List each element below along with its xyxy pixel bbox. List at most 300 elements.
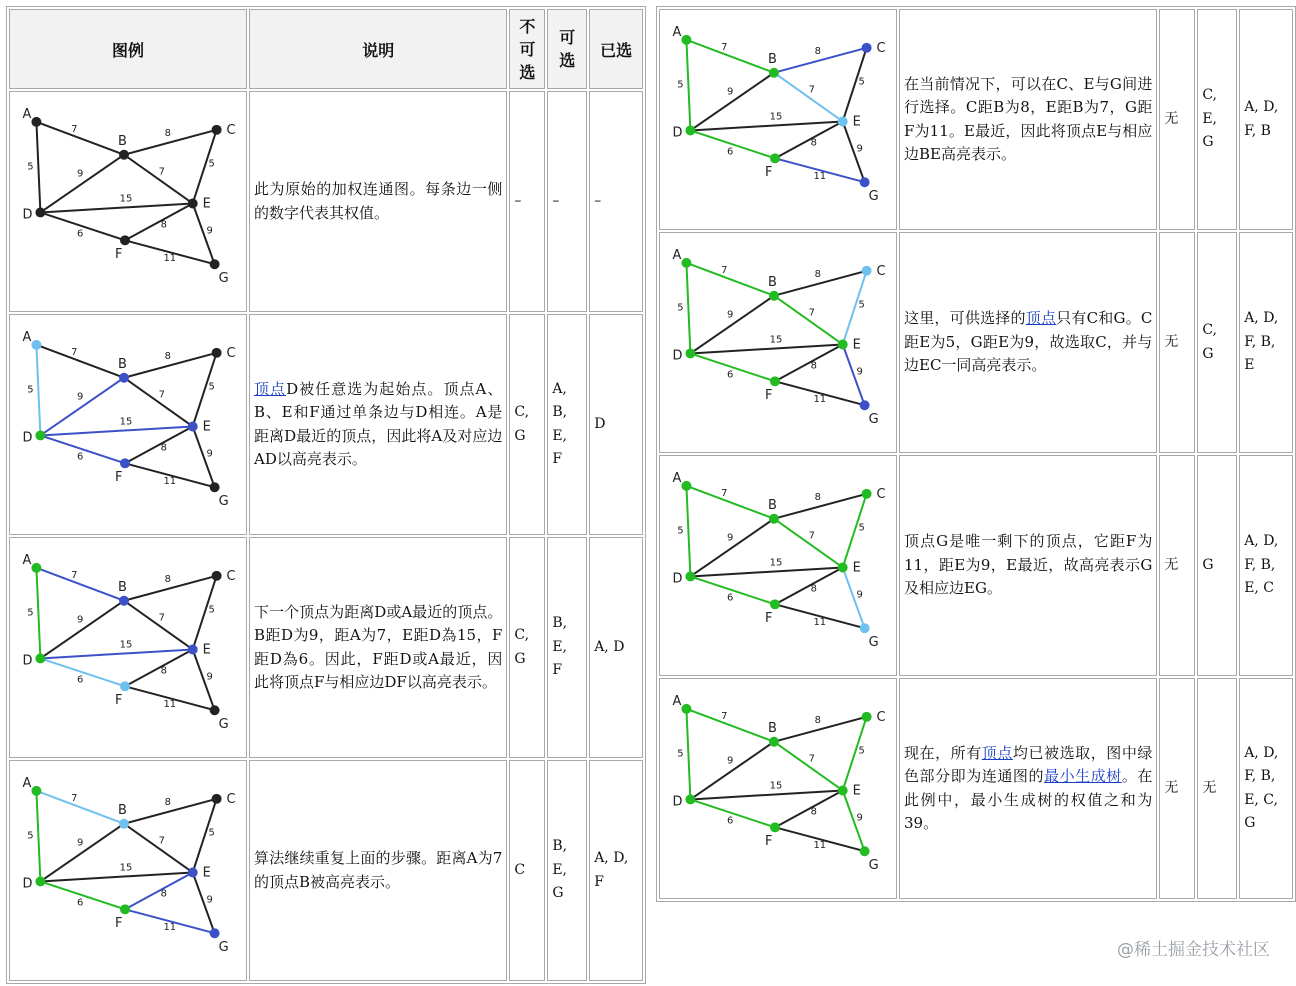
vertex-a (31, 117, 41, 127)
vertex-g (860, 846, 870, 856)
selectable-vertices-line: E, (1202, 110, 1217, 127)
graph-figure-2 (10, 315, 246, 534)
header-unselectable-text: 不可选 (519, 16, 536, 82)
selectable-vertices-line: B, (552, 404, 568, 420)
step-description (249, 91, 507, 312)
unselectable-vertices (1159, 232, 1195, 453)
edge-weight-be: 7 (158, 612, 166, 624)
selectable-vertices-line: C, (1202, 322, 1217, 338)
vertex-b (769, 737, 779, 747)
vertex-label-e: E (202, 196, 211, 212)
step-row-5 (659, 9, 1293, 230)
unselectable-vertices (1159, 455, 1195, 676)
edge-be (774, 73, 843, 122)
edge-ef (125, 872, 193, 909)
edge-weight-be: 7 (158, 835, 166, 847)
edge-weight-bc: 8 (814, 45, 821, 57)
edge-de (40, 649, 192, 658)
edge-ab (686, 486, 774, 519)
edge-weight-fg: 11 (163, 476, 177, 488)
edge-weight-de: 15 (769, 111, 783, 123)
edge-weight-eg: 9 (856, 143, 863, 155)
selectable-vertices (1197, 232, 1237, 453)
selectable-vertices-line: G (552, 885, 564, 902)
vertex-label-b: B (118, 579, 127, 595)
edge-weight-bd: 9 (77, 614, 84, 626)
unselectable-vertices-line: C (514, 861, 526, 878)
vertex-e (188, 422, 198, 432)
vertex-label-c: C (876, 263, 886, 279)
edge-weight-be: 7 (808, 84, 816, 96)
vertex-b (769, 291, 779, 301)
edge-weight-ef: 8 (160, 665, 168, 677)
edge-weight-bd: 9 (727, 755, 734, 767)
edge-weight-fg: 11 (163, 699, 177, 711)
selected-vertices-line: G (1244, 815, 1256, 831)
edge-weight-ad: 5 (27, 830, 34, 842)
edge-weight-bc: 8 (814, 714, 821, 726)
selected-vertices-line: F, B, (1244, 556, 1276, 573)
selectable-vertices (1197, 9, 1237, 230)
edge-ad (686, 709, 690, 800)
vertex-e (188, 645, 198, 655)
vertex-e (838, 340, 848, 350)
description-text: 只有C和G。C距E为5，G距E为9，故选取C，并与边EC一同高亮表示。 (904, 309, 1153, 375)
graph-figure-7 (660, 456, 896, 675)
selected-vertices (1239, 678, 1293, 899)
edge-de (690, 790, 842, 799)
edge-weight-bc: 8 (164, 573, 171, 585)
edge-ab (686, 263, 774, 296)
selected-vertices (589, 91, 643, 312)
description-text: 现在，所有 (904, 743, 982, 762)
selectable-vertices-line: E, (552, 861, 567, 878)
vertex-label-b: B (768, 51, 777, 67)
vertex-label-g: G (218, 940, 229, 956)
selected-vertices-line: – (594, 192, 602, 209)
edge-weight-bc: 8 (164, 350, 171, 362)
vertex-f (770, 599, 780, 609)
edge-de (690, 567, 842, 576)
vertex-label-f: F (115, 693, 123, 709)
vertex-e (188, 868, 198, 878)
unselectable-vertices (1159, 9, 1195, 230)
graph-figure-6 (660, 233, 896, 452)
selectable-vertices (1197, 455, 1237, 676)
edge-be (774, 296, 843, 345)
vertex-b (119, 819, 129, 829)
step-row-4 (9, 760, 643, 981)
edge-weight-eg: 9 (206, 448, 213, 460)
edge-weight-be: 7 (808, 753, 816, 765)
wiki-link[interactable]: 顶点 (254, 379, 287, 398)
description-text: 在当前情况下，可以在C、E与G间进行选择。C距B为8，E距B为7，G距F为11。E最近，因此将顶点E与相应边BE高亮表示。 (904, 74, 1153, 163)
step-description (249, 314, 507, 535)
edge-weight-ce: 5 (208, 604, 215, 616)
vertex-g (860, 400, 870, 410)
vertex-a (681, 35, 691, 45)
edge-weight-ce: 5 (858, 745, 865, 757)
edge-bd (690, 742, 774, 800)
selected-vertices-line: E (1244, 357, 1255, 374)
edge-be (124, 378, 193, 427)
vertex-label-c: C (876, 486, 886, 502)
edge-weight-ad: 5 (677, 302, 684, 314)
vertex-a (31, 340, 41, 350)
vertex-label-g: G (868, 858, 879, 874)
vertex-label-d: D (22, 876, 33, 892)
edge-weight-ef: 8 (160, 442, 168, 454)
edge-weight-df: 6 (77, 897, 84, 909)
vertex-g (210, 705, 220, 715)
vertex-label-d: D (672, 571, 683, 587)
vertex-label-f: F (765, 165, 773, 181)
edge-weight-eg: 9 (856, 589, 863, 601)
vertex-f (120, 681, 130, 691)
vertex-label-g: G (868, 412, 879, 428)
edge-weight-de: 15 (769, 557, 783, 569)
selected-vertices-line: A, D, (594, 850, 629, 866)
vertex-label-d: D (22, 207, 33, 223)
vertex-label-e: E (202, 865, 211, 881)
vertex-label-f: F (115, 916, 123, 932)
edge-ad (36, 345, 40, 436)
edge-weight-eg: 9 (856, 812, 863, 824)
edge-weight-de: 15 (119, 193, 133, 205)
edge-be (774, 742, 843, 791)
wiki-link[interactable]: 顶点 (981, 743, 1013, 762)
selectable-vertices-line: F (552, 662, 563, 679)
vertex-d (685, 125, 695, 135)
edge-weight-ce: 5 (208, 381, 215, 393)
selected-vertices (1239, 9, 1293, 230)
selectable-vertices-line: 无 (1202, 779, 1217, 796)
vertex-a (681, 258, 691, 268)
edge-be (124, 824, 193, 873)
step-row-2 (9, 314, 643, 535)
edge-ab (36, 345, 124, 378)
edge-weight-bd: 9 (77, 837, 84, 849)
description-text: 均已被选取，图中绿色部分即为连通图的 (904, 743, 1153, 785)
edge-ef (775, 121, 843, 158)
edge-weight-ad: 5 (27, 161, 34, 173)
description-text: 算法继续重复上面的步骤。距离A为7的顶点B被高亮表示。 (254, 849, 503, 891)
selected-vertices (1239, 455, 1293, 676)
edge-weight-df: 6 (727, 592, 734, 604)
vertex-label-g: G (218, 717, 229, 733)
step-figure-cell (9, 314, 247, 535)
edge-weight-df: 6 (77, 674, 84, 686)
step-row-1 (9, 91, 643, 312)
selectable-vertices-line: F (552, 451, 563, 467)
vertex-label-b: B (768, 497, 777, 513)
vertex-label-a: A (22, 106, 32, 122)
graph-figure-4 (10, 761, 246, 980)
vertex-f (770, 376, 780, 386)
selectable-vertices-line: G (1202, 134, 1214, 151)
edge-weight-df: 6 (727, 815, 734, 827)
vertex-label-c: C (226, 791, 236, 807)
step-description (899, 9, 1157, 230)
edge-weight-de: 15 (769, 780, 783, 792)
vertex-label-d: D (672, 794, 683, 810)
edge-weight-df: 6 (77, 451, 84, 463)
step-figure-cell (9, 760, 247, 981)
vertex-d (35, 876, 45, 886)
selected-vertices-line: E, C (1244, 580, 1275, 597)
vertex-label-e: E (852, 783, 861, 799)
selected-vertices-line: A, D, (1244, 310, 1279, 327)
vertex-g (210, 482, 220, 492)
vertex-b (769, 68, 779, 78)
vertex-g (860, 177, 870, 187)
vertex-label-b: B (118, 356, 127, 372)
description-text: 此为原始的加权连通图。每条边一侧的数字代表其权值。 (254, 180, 503, 222)
vertex-c (212, 125, 222, 135)
vertex-label-c: C (226, 568, 236, 584)
vertex-label-g: G (218, 494, 229, 510)
header-description: 说明 (249, 9, 507, 89)
vertex-c (862, 43, 872, 53)
selectable-vertices-line: A, (552, 380, 567, 397)
graph-figure-1 (10, 92, 246, 311)
edge-weight-eg: 9 (856, 366, 863, 378)
selected-vertices-line: F, B, (1244, 768, 1276, 784)
vertex-c (212, 348, 222, 358)
edge-weight-ef: 8 (160, 219, 168, 231)
vertex-label-a: A (672, 470, 682, 486)
edge-weight-de: 15 (769, 334, 783, 346)
edge-de (40, 426, 192, 435)
vertex-e (838, 563, 848, 573)
edge-weight-bd: 9 (77, 391, 84, 403)
edge-weight-be: 7 (158, 389, 166, 401)
vertex-label-f: F (115, 470, 123, 486)
edge-weight-ce: 5 (858, 76, 865, 88)
unselectable-vertices-line: C, (514, 627, 530, 643)
edge-ab (686, 709, 774, 742)
selectable-vertices (547, 91, 587, 312)
header-selectable (547, 9, 587, 89)
edge-weight-be: 7 (808, 307, 816, 319)
vertex-b (119, 150, 129, 160)
selected-vertices (589, 314, 643, 535)
edge-weight-ad: 5 (677, 79, 684, 91)
edge-weight-ab: 7 (71, 569, 78, 581)
vertex-d (35, 653, 45, 663)
vertex-e (838, 786, 848, 796)
edge-weight-ce: 5 (858, 522, 865, 534)
vertex-label-c: C (876, 709, 886, 725)
vertex-label-d: D (672, 125, 683, 141)
edge-bd (690, 519, 774, 577)
step-description (899, 455, 1157, 676)
edge-bd (40, 824, 124, 882)
unselectable-vertices-line: G (514, 650, 526, 667)
unselectable-vertices (509, 537, 545, 758)
vertex-label-a: A (672, 24, 682, 40)
edge-ef (775, 567, 843, 604)
edge-weight-ab: 7 (721, 710, 728, 722)
unselectable-vertices (1159, 678, 1195, 899)
selectable-vertices-line: B, (552, 838, 568, 855)
edge-de (690, 121, 842, 130)
edge-ab (36, 568, 124, 601)
vertex-d (685, 348, 695, 358)
unselectable-vertices-line: 无 (1164, 556, 1179, 573)
step-figure-cell (9, 91, 247, 312)
edge-weight-df: 6 (77, 228, 84, 240)
edge-ad (36, 122, 40, 213)
step-figure-cell (659, 232, 897, 453)
vertex-g (860, 623, 870, 633)
vertex-c (212, 794, 222, 804)
description-text: 这里，可供选择的 (904, 309, 1026, 328)
vertex-a (31, 563, 41, 573)
step-description (249, 537, 507, 758)
edge-bd (690, 296, 774, 354)
edge-de (40, 872, 192, 881)
step-figure-cell (659, 455, 897, 676)
vertex-label-e: E (852, 114, 861, 130)
vertex-g (210, 259, 220, 269)
selectable-vertices-line: C, (1202, 87, 1217, 104)
vertex-f (770, 153, 780, 163)
edge-ad (686, 40, 690, 131)
selectable-vertices (547, 314, 587, 535)
edge-de (690, 344, 842, 353)
vertex-label-g: G (868, 189, 879, 205)
selected-vertices-line: A, D (594, 638, 625, 655)
selected-vertices-line: D (594, 415, 606, 432)
edge-weight-bc: 8 (814, 268, 821, 280)
edge-ab (36, 122, 124, 155)
header-selected: 已选 (589, 9, 643, 89)
edge-be (774, 519, 843, 568)
vertex-label-e: E (202, 419, 211, 435)
vertex-label-e: E (852, 560, 861, 576)
unselectable-vertices (509, 91, 545, 312)
selected-vertices-line: E, C, (1244, 791, 1278, 808)
vertex-d (685, 571, 695, 581)
edge-weight-df: 6 (727, 369, 734, 381)
edge-ab (686, 40, 774, 73)
edge-weight-ce: 5 (208, 158, 215, 170)
edge-bd (690, 73, 774, 131)
vertex-d (35, 430, 45, 440)
edge-weight-fg: 11 (813, 617, 827, 629)
edge-ef (125, 426, 193, 463)
edge-weight-eg: 9 (206, 671, 213, 683)
edge-de (40, 203, 192, 212)
vertex-label-c: C (226, 122, 236, 138)
vertex-label-g: G (218, 271, 229, 287)
edge-weight-ef: 8 (160, 888, 168, 900)
vertex-d (35, 207, 45, 217)
selectable-vertices-line: E, (552, 427, 567, 444)
selectable-vertices-line: E, (552, 638, 567, 655)
vertex-label-g: G (868, 635, 879, 651)
graph-figure-3 (10, 538, 246, 757)
unselectable-vertices-line: G (514, 427, 526, 444)
selectable-vertices-line: B, (552, 615, 568, 632)
wiki-link[interactable]: 最小生成树 (1044, 767, 1122, 785)
selectable-vertices (547, 760, 587, 981)
edge-weight-ab: 7 (721, 264, 728, 276)
edge-ef (125, 203, 193, 240)
description-text: D被任意选为起始点。顶点A、B、E和F通过单条边与D相连。A是距离D最近的顶点，因此将A及对应边AD以高亮表示。 (254, 379, 503, 468)
edge-weight-be: 7 (808, 530, 816, 542)
selected-vertices-line: A, D, (1244, 533, 1279, 550)
unselectable-vertices-line: 无 (1164, 333, 1179, 350)
vertex-b (119, 373, 129, 383)
vertex-label-c: C (226, 345, 236, 361)
vertex-label-a: A (22, 552, 32, 568)
vertex-c (862, 712, 872, 722)
vertex-label-d: D (22, 430, 33, 446)
vertex-label-a: A (22, 329, 32, 345)
vertex-f (770, 822, 780, 832)
step-row-7 (659, 455, 1293, 676)
edge-weight-ef: 8 (810, 583, 818, 595)
wiki-link[interactable]: 顶点 (1025, 309, 1057, 328)
selected-vertices (589, 760, 643, 981)
edge-weight-ce: 5 (858, 299, 865, 311)
step-row-8 (659, 678, 1293, 899)
selected-vertices (589, 537, 643, 758)
vertex-label-f: F (765, 611, 773, 627)
header-unselectable (509, 9, 545, 89)
vertex-label-f: F (765, 834, 773, 850)
vertex-c (862, 489, 872, 499)
edge-weight-eg: 9 (206, 225, 213, 237)
step-figure-cell (659, 678, 897, 899)
vertex-g (210, 928, 220, 938)
edge-bd (40, 378, 124, 436)
edge-weight-df: 6 (727, 146, 734, 158)
edge-bd (40, 601, 124, 659)
selected-vertices-line: F (594, 873, 604, 890)
selectable-vertices-line: – (552, 192, 560, 209)
vertex-a (681, 481, 691, 491)
vertex-label-b: B (768, 274, 777, 290)
unselectable-vertices-line: 无 (1164, 110, 1179, 127)
vertex-label-b: B (768, 720, 777, 736)
edge-weight-ab: 7 (71, 792, 78, 804)
selected-vertices-line: A, D, (1244, 99, 1279, 115)
edge-weight-fg: 11 (163, 922, 177, 934)
selected-vertices (1239, 232, 1293, 453)
vertex-c (212, 571, 222, 581)
edge-ef (775, 344, 843, 381)
graph-figure-8 (660, 679, 896, 898)
step-description (899, 678, 1157, 899)
edge-ab (36, 791, 124, 824)
edge-weight-fg: 11 (163, 253, 177, 265)
edge-weight-ef: 8 (810, 137, 818, 149)
vertex-c (862, 266, 872, 276)
edge-weight-ad: 5 (677, 748, 684, 760)
edge-weight-ad: 5 (677, 525, 684, 537)
edge-weight-fg: 11 (813, 394, 827, 406)
watermark: @稀土掘金技术社区 (1117, 940, 1270, 960)
edge-weight-ef: 8 (810, 360, 818, 372)
edge-ad (686, 486, 690, 577)
unselectable-vertices-line: – (514, 192, 522, 209)
unselectable-vertices-line: 无 (1164, 779, 1179, 796)
edge-weight-be: 7 (158, 166, 166, 178)
edge-weight-bd: 9 (727, 309, 734, 321)
